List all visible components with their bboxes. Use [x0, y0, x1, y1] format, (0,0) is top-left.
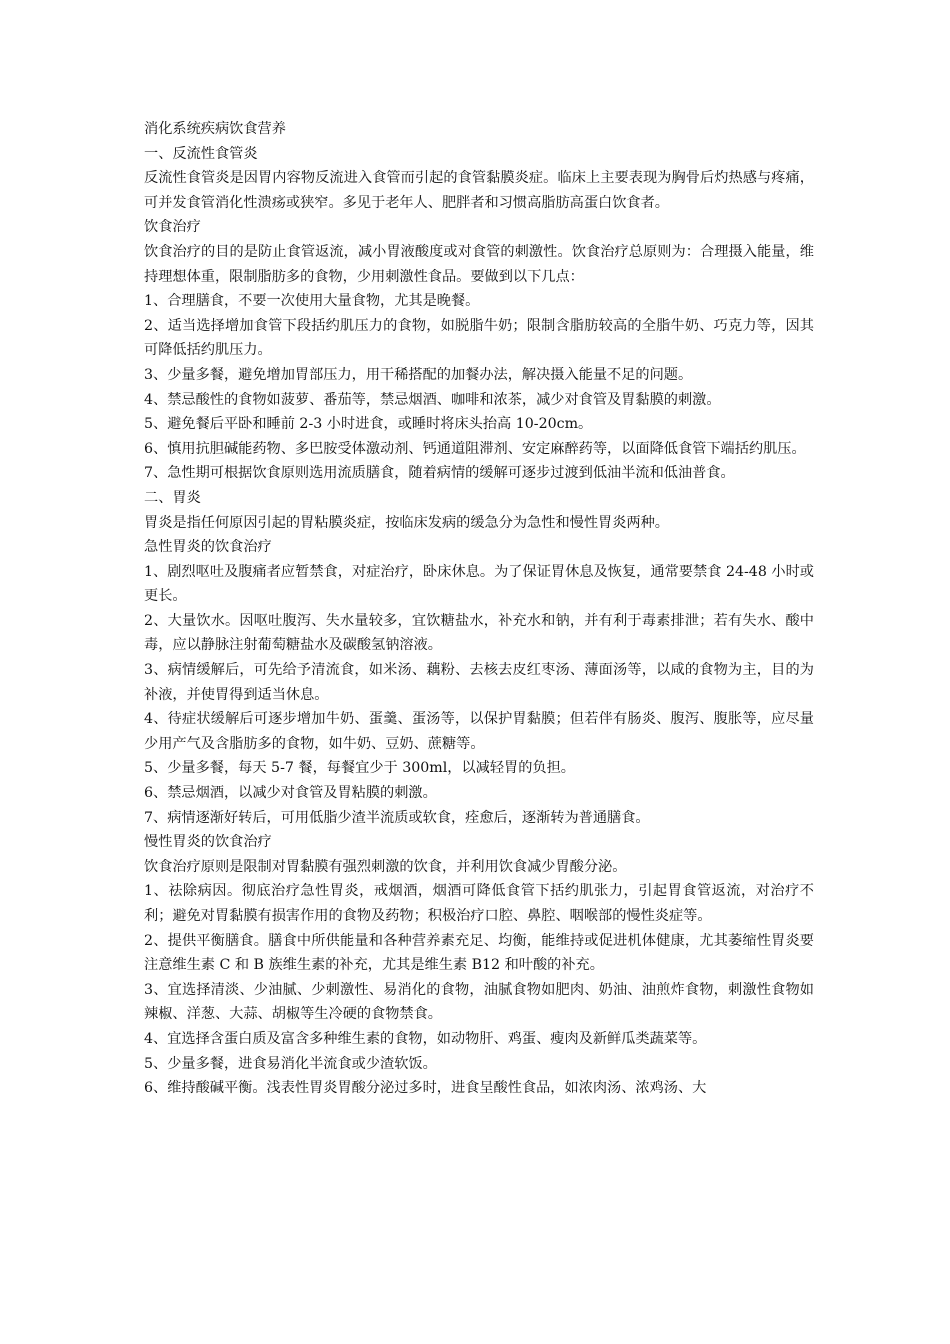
list-item: 4、待症状缓解后可逐步增加牛奶、蛋羹、蛋汤等，以保护胃黏膜；但若伴有肠炎、腹泻、腹胀等，应尽量少用产气及含脂肪多的食物，如牛奶、豆奶、蔗糖等。 [144, 711, 814, 752]
list-item: 7、急性期可根据饮食原则选用流质膳食，随着病情的缓解可逐步过渡到低油半流和低油普食。 [144, 465, 735, 482]
paragraph: 胃炎是指任何原因引起的胃粘膜炎症，按临床发病的缓急分为急性和慢性胃炎两种。 [144, 514, 669, 531]
list-item: 6、维持酸碱平衡。浅表性胃炎胃酸分泌过多时，进食呈酸性食品，如浓肉汤、浓鸡汤、大 [144, 1080, 707, 1097]
list-item: 3、病情缓解后，可先给予清流食，如米汤、藕粉、去核去皮红枣汤、薄面汤等，以咸的食物为主，目的为补液，并使胃得到适当休息。 [144, 662, 814, 703]
list-item: 2、提供平衡膳食。膳食中所供能量和各种营养素充足、均衡，能维持或促进机体健康，尤其萎缩性胃炎要注意维生素 C 和 B 族维生素的补充，尤其是维生素 B12 和叶酸的补充。 [144, 932, 814, 974]
list-item: 1、合理膳食，不要一次使用大量食物，尤其是晚餐。 [144, 293, 480, 310]
paragraph: 饮食治疗原则是限制对胃黏膜有强烈刺激的饮食，并利用饮食减少胃酸分泌。 [144, 858, 627, 875]
section-heading: 一、反流性食管炎 [144, 145, 258, 162]
paragraph: 反流性食管炎是因胃内容物反流进入食管而引起的食管黏膜炎症。临床上主要表现为胸骨后灼热感与疼痛，可并发食管消化性溃疡或狭窄。多见于老年人、肥胖者和习惯高脂肪高蛋白饮食者。 [144, 170, 814, 211]
paragraph: 饮食治疗的目的是防止食管返流，减小胃液酸度或对食管的刺激性。饮食治疗总原则为：合理摄入能量，维持理想体重，限制脂肪多的食物，少用刺激性食品。要做到以下几点： [144, 243, 814, 285]
list-item: 5、避免餐后平卧和睡前 2-3 小时进食，或睡时将床头抬高 10-20cm。 [144, 416, 593, 433]
list-item: 5、少量多餐，进食易消化半流食或少渣软饭。 [144, 1055, 437, 1072]
list-item: 4、禁忌酸性的食物如菠萝、番茄等，禁忌烟酒、咖啡和浓茶，减少对食管及胃黏膜的刺激。 [144, 391, 721, 408]
list-item: 6、慎用抗胆碱能药物、多巴胺受体激动剂、钙通道阻滞剂、安定麻醉药等，以面降低食管下端括约肌压。 [144, 440, 806, 457]
list-item: 1、剧烈呕吐及腹痛者应暂禁食，对症治疗，卧床休息。为了保证胃休息及恢复，通常要禁食 24-48 小时或更长。 [144, 563, 814, 605]
subsection-heading: 急性胃炎的饮食治疗 [144, 539, 272, 556]
list-item: 3、少量多餐，避免增加胃部压力，用干稀搭配的加餐办法，解决摄入能量不足的问题。 [144, 366, 693, 383]
section-heading: 二、胃炎 [144, 489, 201, 506]
list-item: 4、宜选择含蛋白质及富含多种维生素的食物，如动物肝、鸡蛋、瘦肉及新鲜瓜类蔬菜等。 [144, 1030, 707, 1047]
list-item: 5、少量多餐，每天 5-7 餐，每餐宜少于 300ml，以减轻胃的负担。 [144, 760, 575, 777]
list-item: 2、适当选择增加食管下段括约肌压力的食物，如脱脂牛奶；限制含脂肪较高的全脂牛奶、巧克力等，因其可降低括约肌压力。 [144, 317, 814, 359]
subsection-heading: 饮食治疗 [144, 219, 201, 236]
list-item: 6、禁忌烟酒，以减少对食管及胃粘膜的刺激。 [144, 785, 437, 802]
list-item: 2、大量饮水。因呕吐腹泻、失水量较多，宜饮糖盐水，补充水和钠，并有利于毒素排泄；若有失水、酸中毒，应以静脉注射葡萄糖盐水及碳酸氢钠溶液。 [144, 612, 814, 654]
list-item: 3、宜选择清淡、少油腻、少刺激性、易消化的食物，油腻食物如肥肉、奶油、油煎炸食物，刺激性食物如辣椒、洋葱、大蒜、胡椒等生冷硬的食物禁食。 [144, 981, 814, 1023]
subsection-heading: 慢性胃炎的饮食治疗 [144, 834, 272, 851]
list-item: 7、病情逐渐好转后，可用低脂少渣半流质或软食，痊愈后，逐渐转为普通膳食。 [144, 809, 650, 826]
document-title: 消化系统疾病饮食营养 [144, 121, 286, 137]
document-page [144, 117, 814, 1101]
list-item: 1、祛除病因。彻底治疗急性胃炎，戒烟酒，烟酒可降低食管下括约肌张力，引起胃食管返流，对治疗不利；避免对胃黏膜有损害作用的食物及药物；积极治疗口腔、鼻腔、咽喉部的慢性炎症等。 [144, 883, 814, 924]
